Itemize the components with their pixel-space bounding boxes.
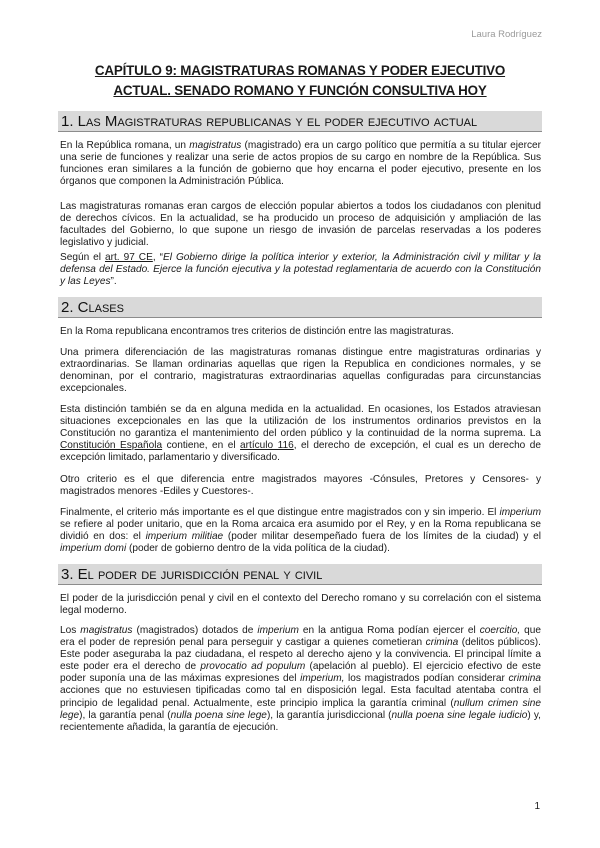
chapter-title xyxy=(62,61,538,101)
s2-paragraph-3: Esta distinción también se da en alguna medida en la actualidad. En ocasiones, los Estados atraviesan situaciones excepcionales en las que la utilización de los instrumentos ordinarios previstos en la Constitución no garantiza el mantenimiento del orden público y la continuidad de la norma suprema. La Constitución Española contiene, en el artículo 116, el derecho de excepción, el cual es un derecho de excepción limitado, parlamentario y diversificado. xyxy=(60,404,541,464)
author-name: Laura Rodríguez xyxy=(471,29,542,40)
s1-paragraph-2: Las magistraturas romanas eran cargos de elección popular abiertos a todos los ciudadanos con plenitud de derechos cívicos. En la actualidad, se ha producido un proceso de adquisición y ampliación de las facultades del Gobierno, lo que supone un riesgo de invasión de parcelas reservadas a los poderes legislativo y judicial. xyxy=(60,201,541,249)
s2-paragraph-5: Finalmente, el criterio más importante es el que distingue entre magistrados con y sin imperio. El imperium se refiere al poder unitario, que en la Roma arcaica era asumido por el Rey, y en la Roma republicana se dividió en dos: el imperium militiae (poder militar desempeñado fuera de los límites de la ciudad) y el imperium domi (poder de gobierno dentro de la vida política de la ciudad). xyxy=(60,507,542,555)
s1-paragraph-1: En la República romana, un magistratus (magistrado) era un cargo político que permitía a su titular ejercer una serie de funciones y realizar una serie de actos propios de su cargo en nombre de la República. Sus funciones eran similares a la función de gobierno que hoy encarna el poder ejecutivo, presente en los órganos que componen la Administración Pública. xyxy=(60,140,541,188)
link-articulo-116[interactable]: artículo 116 xyxy=(240,440,294,452)
section-heading-2: 2. Clases xyxy=(58,297,542,318)
link-constitucion-espanola[interactable]: Constitución Española xyxy=(60,440,163,452)
s2-paragraph-4: Otro criterio es el que diferencia entre magistrados mayores -Cónsules, Pretores y Censores- y magistrados menores -Ediles y Cuestores-. xyxy=(60,474,541,498)
page-number: 1 xyxy=(534,801,540,812)
s1-paragraph-3: Según el art. 97 CE, “El Gobierno dirige la política interior y exterior, la Administración civil y militar y la defensa del Estado. Ejerce la función ejecutiva y la potestad reglamentaria de acuerdo con la Constitución y las Leyes”. xyxy=(60,252,541,288)
s2-paragraph-1: En la Roma republicana encontramos tres criterios de distinción entre las magistraturas. xyxy=(60,326,454,337)
section-heading-1: 1. Las Magistraturas republicanas y el poder ejecutivo actual xyxy=(58,111,542,132)
s3-paragraph-1: El poder de la jurisdicción penal y civil en el contexto del Derecho romano y su correlación con el sistema legal moderno. xyxy=(60,593,541,617)
s3-paragraph-2: Los magistratus (magistrados) dotados de imperium en la antigua Roma podían ejercer el coercitio, que era el poder de represión penal para perseguir y castigar a quienes cometieran crimina (delitos públicos). Este poder aseguraba la paz ciudadana, el respeto al derecho ajeno y la convivencia. El principal límite a este poder era el derecho de provocatio ad populum (apelación al pueblo). El ejercicio efectivo de este poder suponía una de las máximas expresiones del imperium, los magistrados podían considerar crimina acciones que no estuviesen tipificadas como tal en disposición legal. Esta facultad atentaba contra el principio de legalidad penal. Actualmente, este principio implica la garantía criminal (nullum crimen sine lege), la garantía penal (nulla poena sine lege), la garantía jurisdiccional (nulla poena sine legale iudicio) y, recientemente añadida, la garantía de ejecución. xyxy=(60,625,542,733)
link-art-97-ce[interactable]: art. 97 CE xyxy=(105,252,153,263)
section-heading-3: 3. El poder de jurisdicción penal y civil xyxy=(58,564,542,585)
chapter-title-line-2: ACTUAL. SENADO ROMANO Y FUNCIÓN CONSULTIVA HOY xyxy=(113,83,487,98)
chapter-title-line-1: CAPÍTULO 9: MAGISTRATURAS ROMANAS Y PODER EJECUTIVO xyxy=(94,63,506,78)
s2-paragraph-2: Una primera diferenciación de las magistraturas romanas distingue entre magistraturas ordinarias y extraordinarias. Se llaman ordinarias aquellas que rigen la Republica en condiciones normales, y se denominan, por el contrario, magistraturas extraordinarias aquellas configuradas para circunstancias excepcionales. xyxy=(60,347,541,395)
